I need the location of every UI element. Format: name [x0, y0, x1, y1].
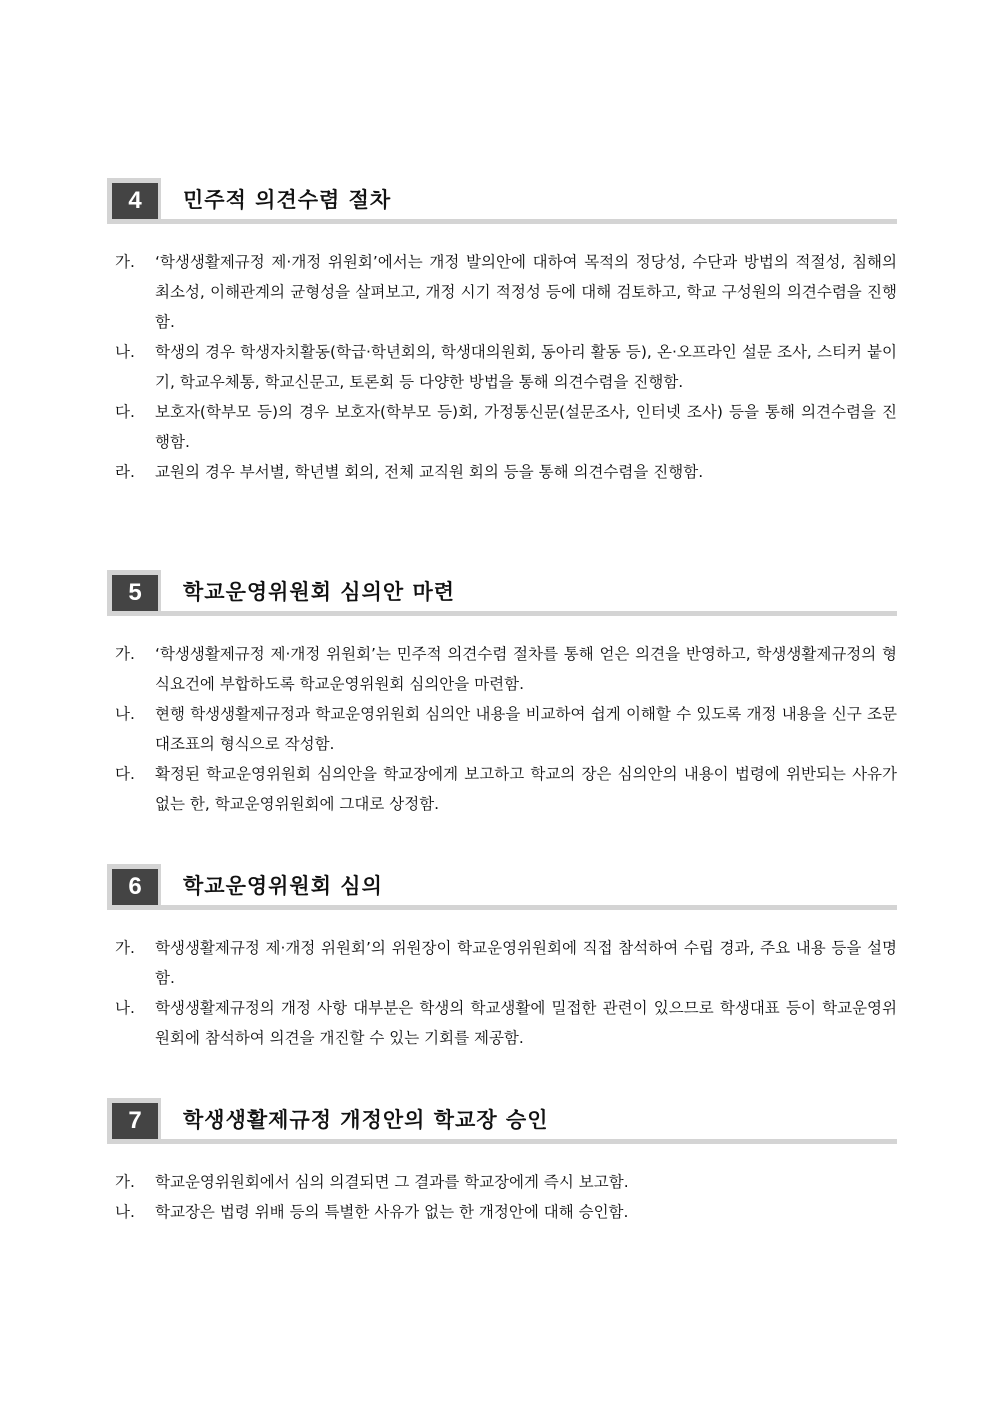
item-list [107, 1167, 897, 1227]
item-marker: 나. [115, 1203, 135, 1221]
list-item [115, 993, 897, 1053]
item-marker: 가. [115, 939, 135, 957]
section-underline [161, 219, 897, 224]
item-text: 학생의 경우 학생자치활동(학급·학년회의, 학생대의원회, 동아리 활동 등), 온·오프라인 설문 조사, 스티커 붙이기, 학교우체통, 학교신문고, 토론회 등 다양한 방법을 통해 의견수렴을 진행함. [155, 343, 897, 391]
list-item [115, 699, 897, 759]
item-text: 확정된 학교운영위원회 심의안을 학교장에게 보고하고 학교의 장은 심의안의 내용이 법령에 위반되는 사유가 없는 한, 학교운영위원회에 그대로 상정함. [155, 765, 897, 813]
section-header [107, 570, 897, 616]
section-title: 학교운영위원회 심의안 마련 [183, 580, 456, 604]
list-item [115, 457, 897, 487]
section-4 [107, 178, 897, 487]
list-item [115, 933, 897, 993]
item-marker: 라. [115, 463, 135, 481]
item-marker: 다. [115, 765, 135, 783]
section-title: 학교운영위원회 심의 [183, 874, 383, 898]
item-text: 현행 학생생활제규정과 학교운영위원회 심의안 내용을 비교하여 쉽게 이해할 수 있도록 개정 내용을 신구 조문 대조표의 형식으로 작성함. [155, 705, 897, 753]
item-list [107, 933, 897, 1053]
item-marker: 가. [115, 1173, 135, 1191]
item-text: 학생생활제규정의 개정 사항 대부분은 학생의 학교생활에 밀접한 관련이 있으므로 학생대표 등이 학교운영위원회에 참석하여 의견을 개진할 수 있는 기회를 제공함. [155, 999, 897, 1047]
list-item [115, 397, 897, 457]
section-underline [161, 611, 897, 616]
item-text: ‘학생생활제규정 제·개정 위원회’는 민주적 의견수렴 절차를 통해 얻은 의견을 반영하고, 학생생활제규정의 형식요건에 부합하도록 학교운영위원회 심의안을 마련함. [155, 645, 897, 693]
list-item [115, 247, 897, 337]
section-number: 7 [112, 1103, 158, 1139]
section-underline [161, 905, 897, 910]
list-item [115, 337, 897, 397]
section-number: 4 [112, 183, 158, 219]
item-list [107, 639, 897, 819]
item-text: 교원의 경우 부서별, 학년별 회의, 전체 교직원 회의 등을 통해 의견수렴을 진행함. [155, 463, 704, 481]
item-text: ‘학생생활제규정 제·개정 위원회’에서는 개정 발의안에 대하여 목적의 정당성, 수단과 방법의 적절성, 침해의 최소성, 이해관계의 균형성을 살펴보고, 개정 시기 적정성 등에 대해 검토하고, 학교 구성원의 의견수렴을 진행함. [155, 253, 897, 331]
list-item [115, 759, 897, 819]
item-text: 학교운영위원회에서 심의 의결되면 그 결과를 학교장에게 즉시 보고함. [155, 1173, 629, 1191]
list-item [115, 639, 897, 699]
section-header [107, 1098, 897, 1144]
item-text: 보호자(학부모 등)의 경우 보호자(학부모 등)회, 가정통신문(설문조사, 인터넷 조사) 등을 통해 의견수렴을 진행함. [155, 403, 897, 451]
item-list [107, 247, 897, 487]
section-6 [107, 864, 897, 1053]
section-5 [107, 570, 897, 819]
section-underline [161, 1139, 897, 1144]
section-number: 6 [112, 869, 158, 905]
item-marker: 나. [115, 999, 135, 1017]
section-header [107, 178, 897, 224]
item-marker: 나. [115, 343, 135, 361]
section-title: 민주적 의견수렴 절차 [183, 188, 392, 212]
item-marker: 나. [115, 705, 135, 723]
section-header [107, 864, 897, 910]
item-text: 학교장은 법령 위배 등의 특별한 사유가 없는 한 개정안에 대해 승인함. [155, 1203, 629, 1221]
item-marker: 가. [115, 645, 135, 663]
item-text: 학생생활제규정 제·개정 위원회’의 위원장이 학교운영위원회에 직접 참석하여 수립 경과, 주요 내용 등을 설명함. [155, 939, 897, 987]
list-item [115, 1167, 897, 1197]
list-item [115, 1197, 897, 1227]
section-number: 5 [112, 575, 158, 611]
item-marker: 가. [115, 253, 135, 271]
section-title: 학생생활제규정 개정안의 학교장 승인 [183, 1108, 549, 1132]
section-7 [107, 1098, 897, 1227]
item-marker: 다. [115, 403, 135, 421]
